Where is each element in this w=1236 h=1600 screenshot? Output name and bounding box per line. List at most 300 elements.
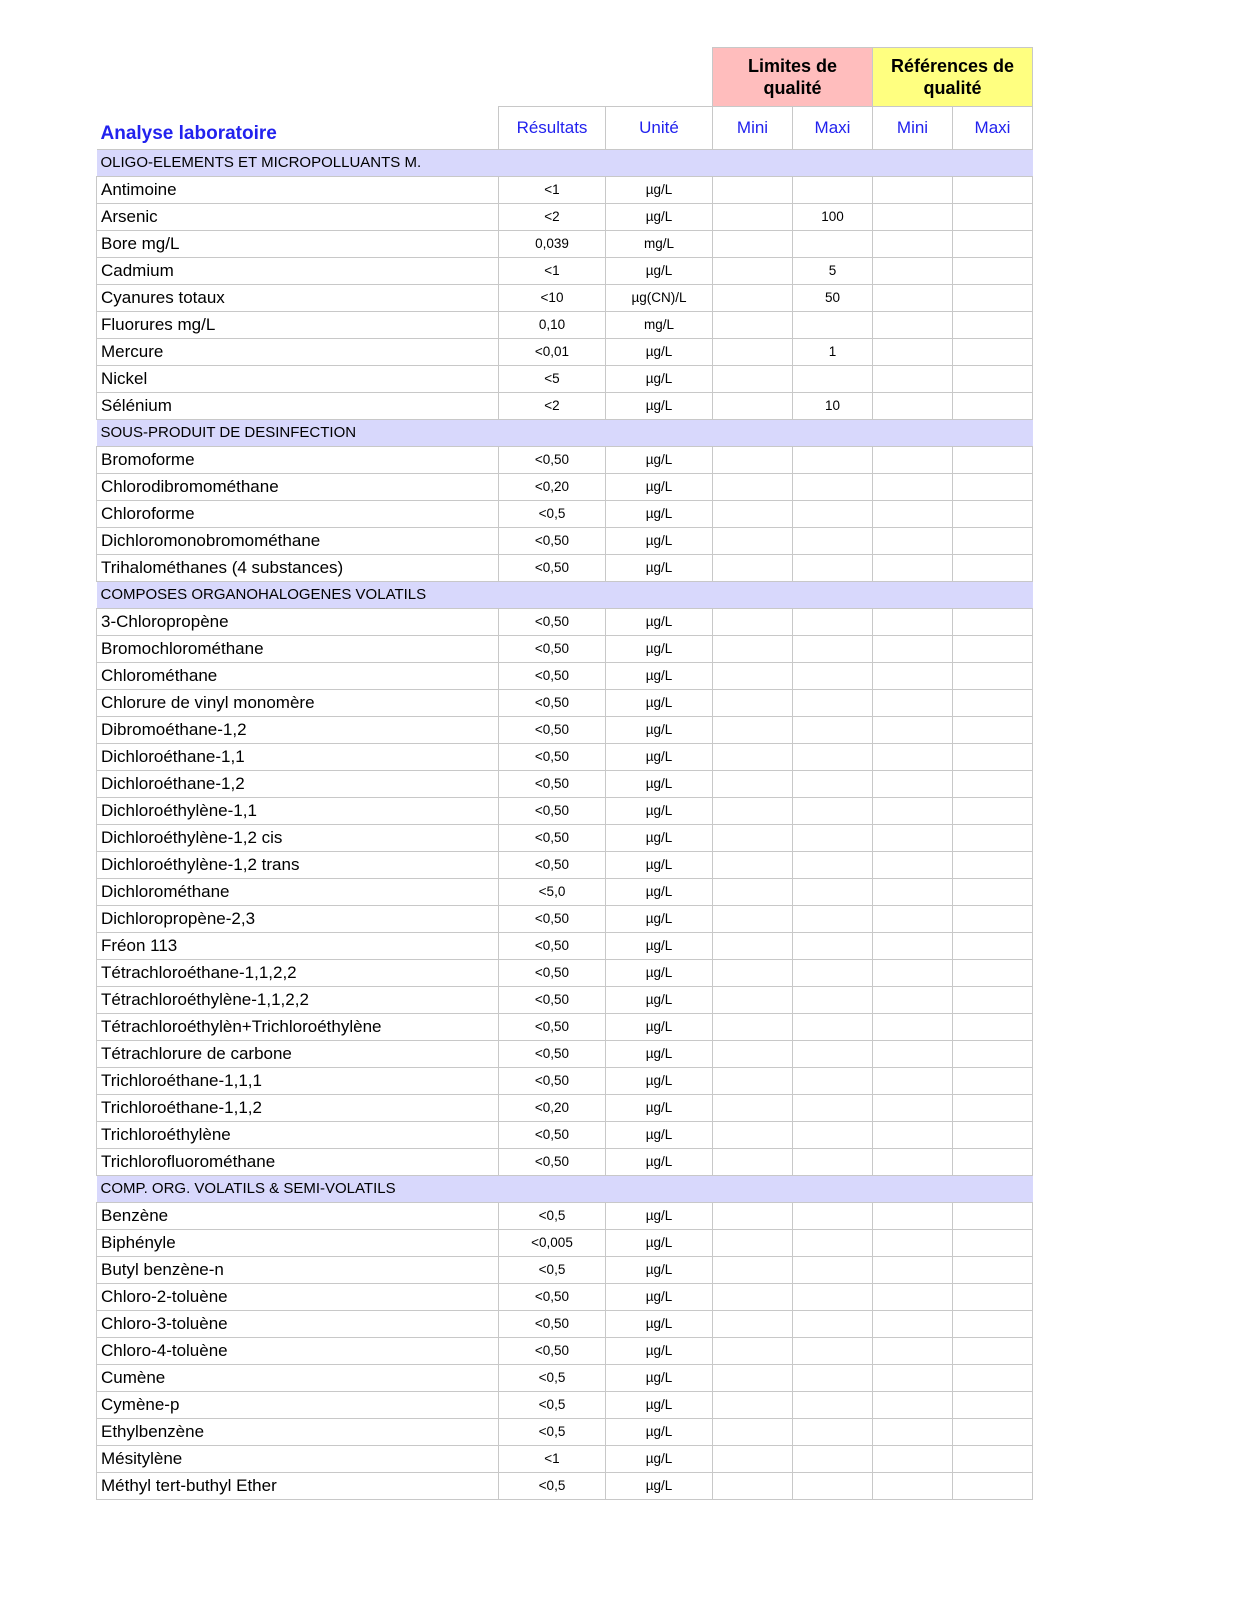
limit-min-value — [713, 905, 793, 932]
limit-min-value — [713, 1094, 793, 1121]
result-value: <0,50 — [499, 1040, 606, 1067]
limit-min-value — [713, 716, 793, 743]
limit-min-value — [713, 1067, 793, 1094]
limit-max-value — [793, 824, 873, 851]
reference-max-value — [953, 257, 1033, 284]
unit-value: µg/L — [606, 1121, 713, 1148]
reference-max-value — [953, 446, 1033, 473]
reference-max-value — [953, 716, 1033, 743]
limit-min-value — [713, 1256, 793, 1283]
limit-min-value — [713, 230, 793, 257]
blank-cell — [606, 48, 713, 107]
section-header-row — [97, 1175, 1033, 1202]
reference-min-value — [873, 932, 953, 959]
result-value: <0,50 — [499, 554, 606, 581]
unit-value: µg/L — [606, 1067, 713, 1094]
limit-min-value — [713, 851, 793, 878]
table-row — [97, 689, 1033, 716]
page-title: Analyse laboratoire — [100, 122, 277, 144]
unit-value: µg/L — [606, 608, 713, 635]
limit-min-value — [713, 257, 793, 284]
table-body — [97, 149, 1033, 1499]
reference-max-value — [953, 986, 1033, 1013]
limit-min-value — [713, 365, 793, 392]
limit-min-value — [713, 743, 793, 770]
unit-value: µg/L — [606, 392, 713, 419]
limit-min-value — [713, 797, 793, 824]
reference-max-value — [953, 1364, 1033, 1391]
unit-value: µg/L — [606, 878, 713, 905]
substance-name: Nickel — [97, 365, 499, 392]
table-row — [97, 932, 1033, 959]
table-row — [97, 1013, 1033, 1040]
result-value: <0,5 — [499, 1418, 606, 1445]
analysis-table — [96, 47, 1033, 1500]
table-row — [97, 176, 1033, 203]
reference-min-value — [873, 392, 953, 419]
table-row — [97, 1418, 1033, 1445]
unit-value: µg(CN)/L — [606, 284, 713, 311]
reference-min-value — [873, 311, 953, 338]
limit-max-value — [793, 662, 873, 689]
unit-value: µg/L — [606, 203, 713, 230]
substance-name: Dichloroéthylène-1,1 — [97, 797, 499, 824]
reference-min-value — [873, 1283, 953, 1310]
limit-max-value — [793, 1418, 873, 1445]
table-row — [97, 797, 1033, 824]
reference-max-value — [953, 635, 1033, 662]
limit-min-value — [713, 176, 793, 203]
table-row — [97, 473, 1033, 500]
unit-value: µg/L — [606, 527, 713, 554]
table-row — [97, 1121, 1033, 1148]
result-value: <0,5 — [499, 1256, 606, 1283]
table-row — [97, 959, 1033, 986]
limit-max-value — [793, 473, 873, 500]
limit-min-value — [713, 635, 793, 662]
unit-value: µg/L — [606, 932, 713, 959]
result-value: <0,50 — [499, 446, 606, 473]
result-value: <0,50 — [499, 1337, 606, 1364]
limit-min-value — [713, 932, 793, 959]
result-value: <0,50 — [499, 527, 606, 554]
result-value: <0,50 — [499, 689, 606, 716]
limit-min-value — [713, 311, 793, 338]
blank-cell — [499, 48, 606, 107]
reference-max-value — [953, 1472, 1033, 1499]
result-value: <0,20 — [499, 1094, 606, 1121]
unit-value: µg/L — [606, 257, 713, 284]
unit-value: µg/L — [606, 1013, 713, 1040]
table-row — [97, 284, 1033, 311]
unit-value: µg/L — [606, 1283, 713, 1310]
quality-references-header: Références de qualité — [873, 48, 1033, 107]
reference-max-value — [953, 203, 1033, 230]
limit-min-value — [713, 1121, 793, 1148]
reference-max-value — [953, 311, 1033, 338]
reference-max-value — [953, 338, 1033, 365]
limit-max-value — [793, 1283, 873, 1310]
substance-name: Trichloroéthylène — [97, 1121, 499, 1148]
limit-min-value — [713, 824, 793, 851]
substance-name: Méthyl tert-buthyl Ether — [97, 1472, 499, 1499]
substance-name: Dichloromonobromométhane — [97, 527, 499, 554]
column-header-results: Résultats — [499, 107, 606, 150]
substance-name: Bromochlorométhane — [97, 635, 499, 662]
limit-min-value — [713, 1013, 793, 1040]
reference-min-value — [873, 608, 953, 635]
limit-max-value — [793, 986, 873, 1013]
reference-max-value — [953, 230, 1033, 257]
reference-max-value — [953, 662, 1033, 689]
section-header-row — [97, 419, 1033, 446]
result-value: <0,50 — [499, 797, 606, 824]
reference-max-value — [953, 932, 1033, 959]
reference-max-value — [953, 770, 1033, 797]
result-value: <0,50 — [499, 635, 606, 662]
reference-max-value — [953, 878, 1033, 905]
result-value: <0,50 — [499, 824, 606, 851]
unit-value: µg/L — [606, 1310, 713, 1337]
unit-value: µg/L — [606, 446, 713, 473]
result-value: <0,50 — [499, 716, 606, 743]
section-title: COMP. ORG. VOLATILS & SEMI-VOLATILS — [97, 1175, 1033, 1202]
reference-max-value — [953, 824, 1033, 851]
limit-max-value: 100 — [793, 203, 873, 230]
limit-min-value — [713, 338, 793, 365]
table-row — [97, 986, 1033, 1013]
reference-max-value — [953, 1094, 1033, 1121]
reference-min-value — [873, 1067, 953, 1094]
reference-min-value — [873, 446, 953, 473]
result-value: <2 — [499, 392, 606, 419]
section-title: COMPOSES ORGANOHALOGENES VOLATILS — [97, 581, 1033, 608]
result-value: <1 — [499, 1445, 606, 1472]
result-value: <1 — [499, 176, 606, 203]
substance-name: Dichloroéthane-1,1 — [97, 743, 499, 770]
limit-max-value — [793, 1391, 873, 1418]
result-value: <0,01 — [499, 338, 606, 365]
result-value: <0,50 — [499, 1121, 606, 1148]
table-row — [97, 905, 1033, 932]
unit-value: µg/L — [606, 338, 713, 365]
reference-min-value — [873, 716, 953, 743]
result-value: <0,5 — [499, 1364, 606, 1391]
reference-max-value — [953, 392, 1033, 419]
result-value: <0,50 — [499, 1310, 606, 1337]
reference-max-value — [953, 1013, 1033, 1040]
limit-min-value — [713, 392, 793, 419]
result-value: <0,50 — [499, 608, 606, 635]
limit-min-value — [713, 1229, 793, 1256]
table-row — [97, 554, 1033, 581]
unit-value: µg/L — [606, 1445, 713, 1472]
substance-name: Bore mg/L — [97, 230, 499, 257]
limit-max-value — [793, 1067, 873, 1094]
limit-min-value — [713, 1445, 793, 1472]
table-row — [97, 311, 1033, 338]
unit-value: µg/L — [606, 797, 713, 824]
reference-min-value — [873, 662, 953, 689]
limit-max-value — [793, 365, 873, 392]
result-value: <0,50 — [499, 1283, 606, 1310]
reference-min-value — [873, 878, 953, 905]
reference-min-value — [873, 1121, 953, 1148]
reference-max-value — [953, 1418, 1033, 1445]
reference-min-value — [873, 1148, 953, 1175]
result-value: <0,5 — [499, 1202, 606, 1229]
limit-max-value — [793, 959, 873, 986]
substance-name: Trichlorofluorométhane — [97, 1148, 499, 1175]
limit-min-value — [713, 284, 793, 311]
substance-name: Ethylbenzène — [97, 1418, 499, 1445]
result-value: <0,50 — [499, 770, 606, 797]
reference-min-value — [873, 473, 953, 500]
unit-value: µg/L — [606, 743, 713, 770]
table-row — [97, 1256, 1033, 1283]
limit-max-value — [793, 1364, 873, 1391]
unit-value: µg/L — [606, 1229, 713, 1256]
unit-value: µg/L — [606, 1094, 713, 1121]
reference-min-value — [873, 959, 953, 986]
column-header-references-max: Maxi — [953, 107, 1033, 150]
substance-name: Cadmium — [97, 257, 499, 284]
unit-value: µg/L — [606, 986, 713, 1013]
table-row — [97, 662, 1033, 689]
result-value: <0,50 — [499, 932, 606, 959]
table-row — [97, 365, 1033, 392]
column-header-row — [97, 107, 1033, 150]
result-value: <0,5 — [499, 1472, 606, 1499]
reference-max-value — [953, 959, 1033, 986]
limit-max-value — [793, 851, 873, 878]
result-value: <0,50 — [499, 662, 606, 689]
unit-value: µg/L — [606, 500, 713, 527]
unit-value: µg/L — [606, 959, 713, 986]
reference-max-value — [953, 689, 1033, 716]
reference-min-value — [873, 986, 953, 1013]
limit-min-value — [713, 662, 793, 689]
result-value: <0,50 — [499, 1148, 606, 1175]
reference-max-value — [953, 851, 1033, 878]
substance-name: Chloro-4-toluène — [97, 1337, 499, 1364]
substance-name: Arsenic — [97, 203, 499, 230]
reference-max-value — [953, 1229, 1033, 1256]
substance-name: Tétrachlorure de carbone — [97, 1040, 499, 1067]
reference-min-value — [873, 203, 953, 230]
limit-max-value — [793, 446, 873, 473]
result-value: 0,039 — [499, 230, 606, 257]
substance-name: Bromoforme — [97, 446, 499, 473]
reference-min-value — [873, 284, 953, 311]
reference-min-value — [873, 1364, 953, 1391]
unit-value: µg/L — [606, 635, 713, 662]
limit-max-value — [793, 743, 873, 770]
limit-max-value — [793, 608, 873, 635]
table-row — [97, 1391, 1033, 1418]
group-header-row — [97, 48, 1033, 107]
table-row — [97, 527, 1033, 554]
limit-max-value — [793, 1013, 873, 1040]
substance-name: Dichlorométhane — [97, 878, 499, 905]
reference-min-value — [873, 1445, 953, 1472]
table-row — [97, 446, 1033, 473]
limit-max-value — [793, 1337, 873, 1364]
limit-max-value — [793, 1121, 873, 1148]
table-row — [97, 1202, 1033, 1229]
substance-name: Trichloroéthane-1,1,1 — [97, 1067, 499, 1094]
limit-max-value — [793, 635, 873, 662]
table-row — [97, 1283, 1033, 1310]
section-title: OLIGO-ELEMENTS ET MICROPOLLUANTS M. — [97, 149, 1033, 176]
limit-max-value — [793, 1202, 873, 1229]
reference-min-value — [873, 1337, 953, 1364]
limit-max-value — [793, 554, 873, 581]
limit-min-value — [713, 1472, 793, 1499]
substance-name: Cymène-p — [97, 1391, 499, 1418]
result-value: <10 — [499, 284, 606, 311]
limit-min-value — [713, 689, 793, 716]
column-header-unit: Unité — [606, 107, 713, 150]
substance-name: Cyanures totaux — [97, 284, 499, 311]
reference-min-value — [873, 1094, 953, 1121]
section-title: SOUS-PRODUIT DE DESINFECTION — [97, 419, 1033, 446]
limit-max-value — [793, 905, 873, 932]
substance-name: Tétrachloroéthylène-1,1,2,2 — [97, 986, 499, 1013]
reference-min-value — [873, 527, 953, 554]
substance-name: Dichloroéthylène-1,2 cis — [97, 824, 499, 851]
unit-value: µg/L — [606, 1337, 713, 1364]
reference-max-value — [953, 527, 1033, 554]
limit-max-value — [793, 1472, 873, 1499]
table-row — [97, 1310, 1033, 1337]
limit-min-value — [713, 1418, 793, 1445]
limit-min-value — [713, 527, 793, 554]
result-value: <0,50 — [499, 959, 606, 986]
table-row — [97, 1040, 1033, 1067]
reference-max-value — [953, 554, 1033, 581]
table-row — [97, 203, 1033, 230]
table-row — [97, 1472, 1033, 1499]
reference-min-value — [873, 743, 953, 770]
quality-limits-header: Limites de qualité — [713, 48, 873, 107]
reference-min-value — [873, 1418, 953, 1445]
reference-min-value — [873, 905, 953, 932]
result-value: <2 — [499, 203, 606, 230]
table-row — [97, 743, 1033, 770]
substance-name: Antimoine — [97, 176, 499, 203]
substance-name: Chloro-2-toluène — [97, 1283, 499, 1310]
reference-min-value — [873, 1472, 953, 1499]
unit-value: µg/L — [606, 473, 713, 500]
substance-name: Trihalométhanes (4 substances) — [97, 554, 499, 581]
result-value: <5 — [499, 365, 606, 392]
reference-min-value — [873, 1256, 953, 1283]
reference-max-value — [953, 797, 1033, 824]
reference-min-value — [873, 851, 953, 878]
reference-min-value — [873, 500, 953, 527]
result-value: <0,50 — [499, 986, 606, 1013]
unit-value: µg/L — [606, 851, 713, 878]
table-row — [97, 257, 1033, 284]
unit-value: µg/L — [606, 1202, 713, 1229]
reference-max-value — [953, 176, 1033, 203]
table-row — [97, 770, 1033, 797]
limit-max-value — [793, 176, 873, 203]
result-value: 0,10 — [499, 311, 606, 338]
substance-name: Sélénium — [97, 392, 499, 419]
reference-min-value — [873, 554, 953, 581]
table-row — [97, 1067, 1033, 1094]
substance-name: 3-Chloropropène — [97, 608, 499, 635]
unit-value: mg/L — [606, 230, 713, 257]
unit-value: µg/L — [606, 176, 713, 203]
limit-max-value — [793, 1040, 873, 1067]
limit-max-value — [793, 1310, 873, 1337]
column-header-references-min: Mini — [873, 107, 953, 150]
unit-value: µg/L — [606, 716, 713, 743]
unit-value: µg/L — [606, 1364, 713, 1391]
result-value: <1 — [499, 257, 606, 284]
limit-max-value — [793, 797, 873, 824]
column-header-limits-max: Maxi — [793, 107, 873, 150]
limit-min-value — [713, 878, 793, 905]
unit-value: µg/L — [606, 905, 713, 932]
substance-name: Benzène — [97, 1202, 499, 1229]
table-row — [97, 338, 1033, 365]
substance-name: Mercure — [97, 338, 499, 365]
limit-max-value — [793, 1094, 873, 1121]
limit-max-value — [793, 932, 873, 959]
unit-value: µg/L — [606, 1148, 713, 1175]
reference-max-value — [953, 1445, 1033, 1472]
reference-min-value — [873, 176, 953, 203]
substance-name: Chlorométhane — [97, 662, 499, 689]
section-header-row — [97, 149, 1033, 176]
limit-max-value: 1 — [793, 338, 873, 365]
column-header-limits-min: Mini — [713, 107, 793, 150]
limit-max-value — [793, 1445, 873, 1472]
limit-min-value — [713, 1391, 793, 1418]
reference-min-value — [873, 1310, 953, 1337]
unit-value: µg/L — [606, 689, 713, 716]
unit-value: µg/L — [606, 365, 713, 392]
table-row — [97, 392, 1033, 419]
result-value: <0,50 — [499, 851, 606, 878]
substance-name: Tétrachloroéthylèn+Trichloroéthylène — [97, 1013, 499, 1040]
result-value: <0,20 — [499, 473, 606, 500]
substance-name: Cumène — [97, 1364, 499, 1391]
unit-value: µg/L — [606, 1472, 713, 1499]
reference-max-value — [953, 905, 1033, 932]
substance-name: Dichloroéthylène-1,2 trans — [97, 851, 499, 878]
unit-value: µg/L — [606, 1256, 713, 1283]
table-row — [97, 608, 1033, 635]
limit-min-value — [713, 608, 793, 635]
result-value: <5,0 — [499, 878, 606, 905]
substance-name: Dichloropropène-2,3 — [97, 905, 499, 932]
limit-min-value — [713, 1202, 793, 1229]
reference-max-value — [953, 1256, 1033, 1283]
unit-value: µg/L — [606, 770, 713, 797]
substance-name: Butyl benzène-n — [97, 1256, 499, 1283]
result-value: <0,50 — [499, 905, 606, 932]
table-row — [97, 851, 1033, 878]
table-row — [97, 878, 1033, 905]
limit-min-value — [713, 1040, 793, 1067]
reference-max-value — [953, 365, 1033, 392]
table-row — [97, 716, 1033, 743]
